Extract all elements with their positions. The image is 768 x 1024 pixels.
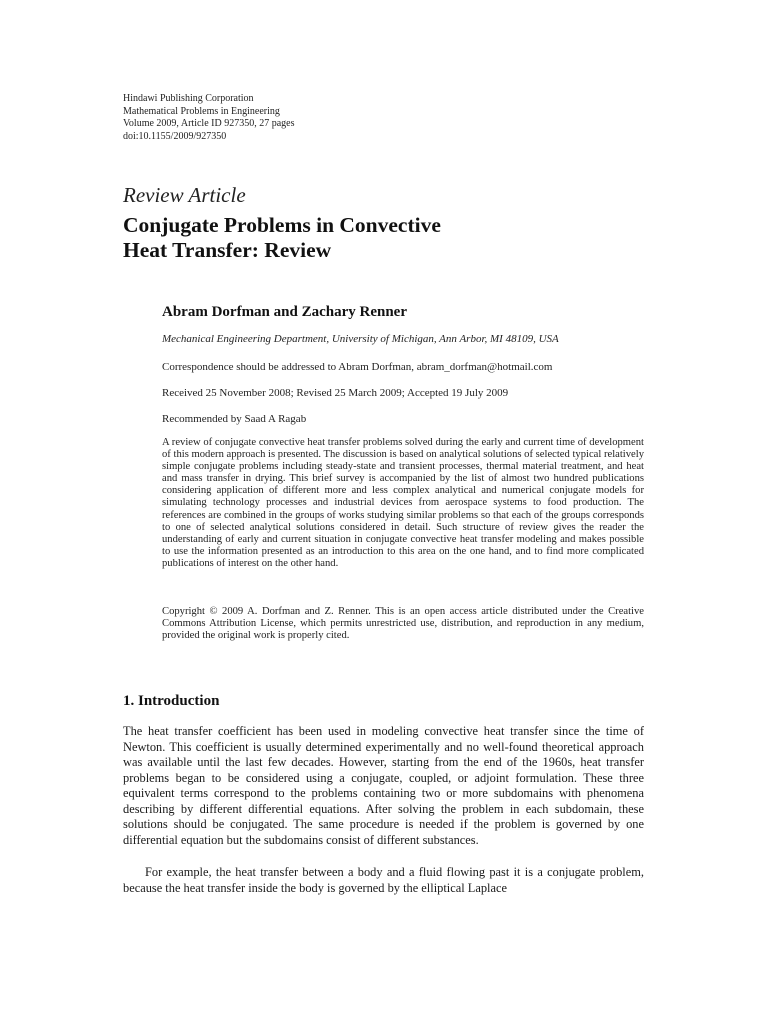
recommended-by: Recommended by Saad A Ragab bbox=[162, 413, 307, 425]
received-dates: Received 25 November 2008; Revised 25 March 2009; Accepted 19 July 2009 bbox=[162, 387, 509, 399]
volume-info: Volume 2009, Article ID 927350, 27 pages bbox=[123, 118, 295, 129]
authors: Abram Dorfman and Zachary Renner bbox=[162, 304, 407, 320]
article-type: Review Article bbox=[123, 183, 246, 207]
title-line-1: Conjugate Problems in Convective bbox=[123, 213, 441, 237]
title-line-2: Heat Transfer: Review bbox=[123, 238, 332, 262]
doi: doi:10.1155/2009/927350 bbox=[123, 130, 227, 142]
paper-title bbox=[123, 213, 441, 263]
affiliation: Mechanical Engineering Department, University of Michigan, Ann Arbor, MI 48109, USA bbox=[162, 333, 559, 345]
journal-header bbox=[123, 93, 294, 143]
copyright-notice: Copyright © 2009 A. Dorfman and Z. Renner. This is an open access article distributed under the Creative Commons Attribution License, which permits unrestricted use, distribution, and reproduction in any medium, provided the original work is properly cited. bbox=[162, 606, 644, 642]
section-heading: 1. Introduction bbox=[123, 693, 220, 709]
body-paragraph: For example, the heat transfer between a body and a fluid flowing past it is a conjugate problem, because the heat transfer inside the body is governed by the elliptical Laplace bbox=[123, 865, 644, 895]
body-paragraph: The heat transfer coefficient has been used in modeling convective heat transfer since the time of Newton. This coefficient is usually determined experimentally and no well-found theoretical approach was available until the last few decades. However, starting from the end of the 1960s, heat transfer problems began to be considered using a conjugate, coupled, or adjoint formulation. These three equivalent terms correspond to the problems containing two or more subdomains with phenomena describing by different differential equations. After solving the problem in each subdomain, these solutions should be conjugated. The same procedure is needed if the problem is governed by one differential equation but the subdomains consist of different substances. bbox=[123, 724, 644, 847]
abstract: A review of conjugate convective heat transfer problems solved during the early and current time of development of this modern approach is presented. The discussion is based on analytical solutions of selected typical relatively simple conjugate problems including steady-state and transient processes, thermal material treatment, and heat and mass transfer in drying. This brief survey is accompanied by the list of almost two hundred publications considering application of different more and less complex analytical and numerical conjugate models for simulating technology processes and industrial devices from aerospace systems to food production. The references are combined in the groups of works studying similar problems so that each of the groups corresponds to one of selected analytical solutions considered in detail. Such structure of review gives the reader the understanding of early and current situation in conjugate convective heat transfer modeling and makes possible to use the information presented as an introduction to this area on the one hand, and to find more complicated publications of interest on the other hand. bbox=[162, 437, 644, 569]
publisher-name: Hindawi Publishing Corporation bbox=[123, 93, 254, 104]
journal-name: Mathematical Problems in Engineering bbox=[123, 105, 280, 117]
correspondence: Correspondence should be addressed to Abram Dorfman, abram_dorfman@hotmail.com bbox=[162, 361, 553, 373]
